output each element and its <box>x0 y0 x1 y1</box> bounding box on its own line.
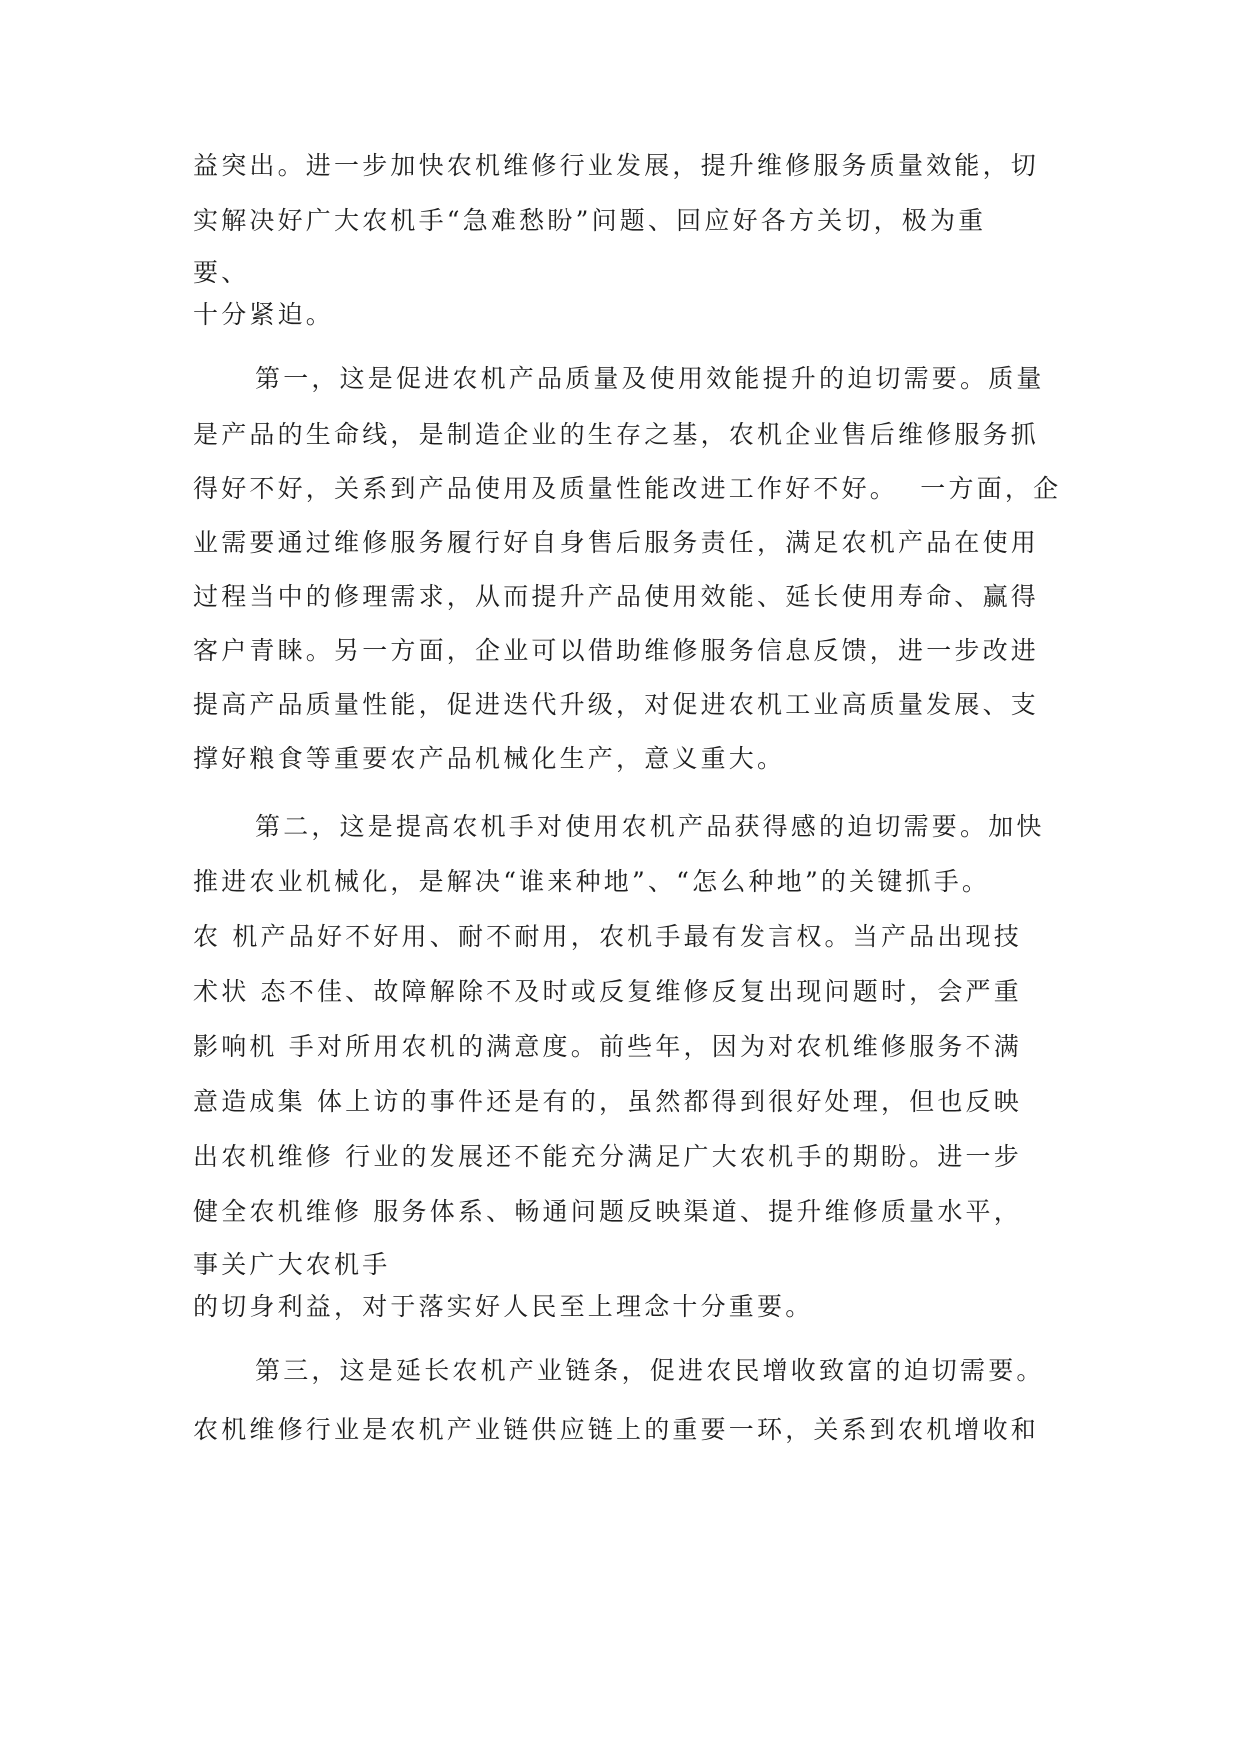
text-line: 业需要通过维修服务履行好自身售后服务责任，满足农机产品在使用 <box>193 528 1040 557</box>
paragraph-first-line: 第二，这是提高农机手对使用农机产品获得感的迫切需要。加快 <box>255 812 1045 841</box>
text-line: 意造成集 体上访的事件还是有的，虽然都得到很好处理，但也反映 <box>193 1087 1022 1116</box>
text-line: 农 机产品好不好用、耐不耐用，农机手最有发言权。当产品出现技 <box>193 922 1022 951</box>
text-line: 术状 态不佳、故障解除不及时或反复维修反复出现问题时，会严重 <box>193 977 1022 1006</box>
text-line: 农机维修行业是农机产业链供应链上的重要一环，关系到农机增收和 <box>193 1415 1040 1444</box>
text-line: 过程当中的修理需求，从而提升产品使用效能、延长使用寿命、赢得 <box>193 582 1040 611</box>
text-line: 撑好粮食等重要农产品机械化生产，意义重大。 <box>193 744 786 773</box>
text-line: 健全农机维修 服务体系、畅通问题反映渠道、提升维修质量水平， <box>193 1197 1022 1226</box>
text-line: 的切身利益，对于落实好人民至上理念十分重要。 <box>193 1292 814 1321</box>
paragraph-first-line: 第三，这是延长农机产业链条，促进农民增收致富的迫切需要。 <box>255 1356 1045 1385</box>
paragraph-first-line: 第一，这是促进农机产品质量及使用效能提升的迫切需要。质量 <box>255 364 1045 393</box>
text-line: 推进农业机械化，是解决“谁来种地”、“怎么种地”的关键抓手。 <box>193 867 991 896</box>
text-line: 出农机维修 行业的发展还不能充分满足广大农机手的期盼。进一步 <box>193 1142 1022 1171</box>
text-line: 客户青睐。另一方面，企业可以借助维修服务信息反馈，进一步改进 <box>193 636 1040 665</box>
text-line: 提高产品质量性能，促进迭代升级，对促进农机工业高质量发展、支 <box>193 690 1040 719</box>
text-line: 事关广大农机手 <box>193 1250 391 1279</box>
text-line: 益突出。进一步加快农机维修行业发展，提升维修服务质量效能，切 <box>193 151 1040 180</box>
text-line: 是产品的生命线，是制造企业的生存之基，农机企业售后维修服务抓 <box>193 420 1040 449</box>
text-line: 要、 <box>193 258 250 287</box>
text-line: 得好不好，关系到产品使用及质量性能改进工作好不好。 一方面，企 <box>193 474 1062 503</box>
text-line: 实解决好广大农机手“急难愁盼”问题、回应好各方关切，极为重 <box>193 206 987 235</box>
text-line: 影响机 手对所用农机的满意度。前些年，因为对农机维修服务不满 <box>193 1032 1022 1061</box>
text-line: 十分紧迫。 <box>193 300 335 329</box>
